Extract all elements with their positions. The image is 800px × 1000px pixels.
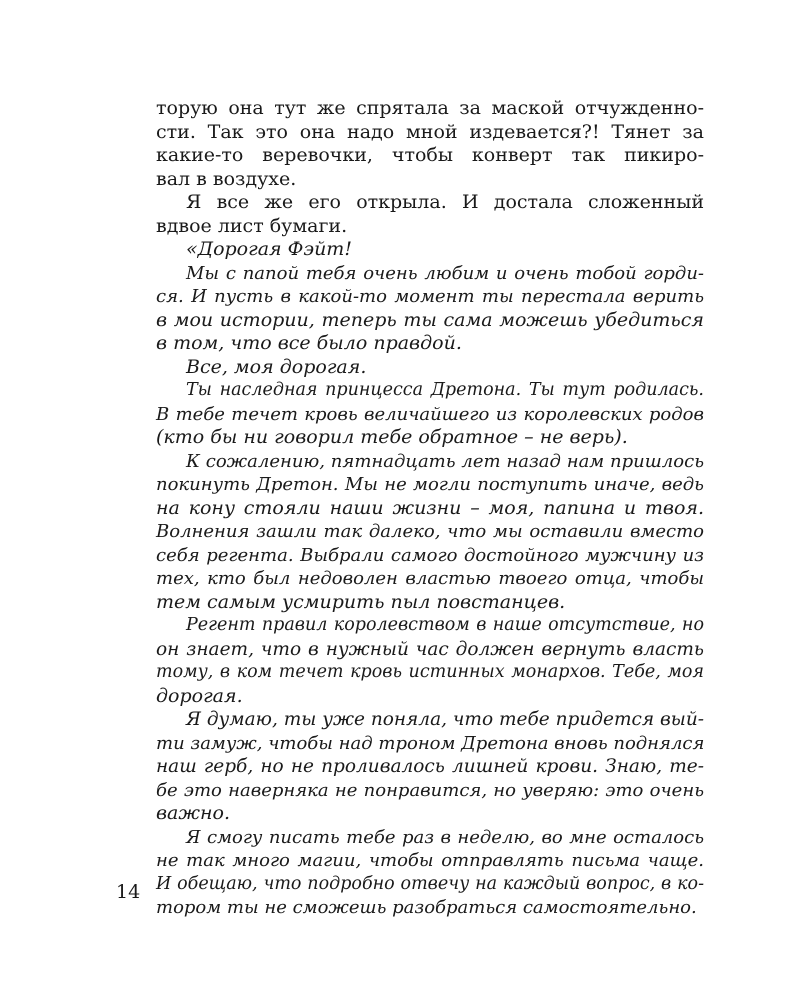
letter-line: в том, что все было правдой. [156,332,462,354]
letter-line: тех, кто был недоволен властью твоего отца, чтобы [156,568,704,589]
letter-line: он знает, что в нужный час должен вернуть власть [156,638,704,660]
letter-line: Ты наследная принцесса Дретона. Ты тут родилась. [186,380,704,400]
letter-line: тором ты не сможешь разобраться самостоятельно. [156,897,697,918]
letter-line: в мои истории, теперь ты сама можешь убедиться [156,308,704,331]
text-line: торую она тут же спрятала за маской отчужденно- [156,97,704,119]
text-line: какие-то веревочки, чтобы конверт так пикиро- [156,144,704,166]
letter-line: Все, моя дорогая. [186,355,367,378]
letter-line: ся. И пусть в какой-то момент ты перестала верить [156,286,704,307]
letter-line: себя регента. Выбрали самого достойного мужчину из [156,544,704,566]
letter-line: Волнения зашли так далеко, что мы оставили вместо [156,521,704,542]
letter-line: на кону стояли наши жизни – моя, папина и твоя. [156,496,704,519]
text-line: вдвое лист бумаги. [156,214,348,237]
text-line: Я все же его открыла. И достала сложенный [186,191,704,213]
text-line: вал в воздухе. [156,167,297,190]
letter-line: И обещаю, что подробно отвечу на каждый вопрос, в ко- [156,873,704,894]
letter-line: тем самым усмирить пыл повстанцев. [156,590,566,613]
letter-line: Регент правил королевством в наше отсутствие, но [186,615,704,635]
letter-line: бе это наверняка не понравится, но уверяю: это очень [156,779,704,801]
letter-line: дорогая. [156,684,243,707]
page-number: 14 [116,881,141,903]
letter-greeting: «Дорогая Фэйт! [186,238,352,260]
letter-line: ти замуж, чтобы над троном Дретона вновь поднялся [156,732,705,754]
letter-line: К сожалению, пятнадцать лет назад нам пришлось [186,450,704,472]
letter-line: наш герб, но не проливалось лишней крови. Знаю, те- [156,756,704,777]
letter-line: Я думаю, ты уже поняла, что тебе придется вый- [186,709,704,730]
letter-line: Мы с папой тебя очень любим и очень тобой горди- [186,262,704,284]
page-text [156,97,704,920]
letter-line: не так много магии, чтобы отправлять письма чаще. [156,850,704,871]
text-line: сти. Так это она надо мной издевается?! Тянет за [156,120,704,143]
letter-line: важно. [156,802,230,824]
letter-line: тому, в ком течет кровь истинных монархов. Тебе, моя [156,662,704,682]
letter-line: (кто бы ни говорил тебе обратное – не верь). [156,426,628,448]
letter-line: покинуть Дретон. Мы не могли поступить иначе, ведь [156,474,704,495]
letter-line: В тебе течет кровь величайшего из королевских родов [156,403,704,425]
letter-line: Я смогу писать тебе раз в неделю, во мне осталось [186,826,704,848]
